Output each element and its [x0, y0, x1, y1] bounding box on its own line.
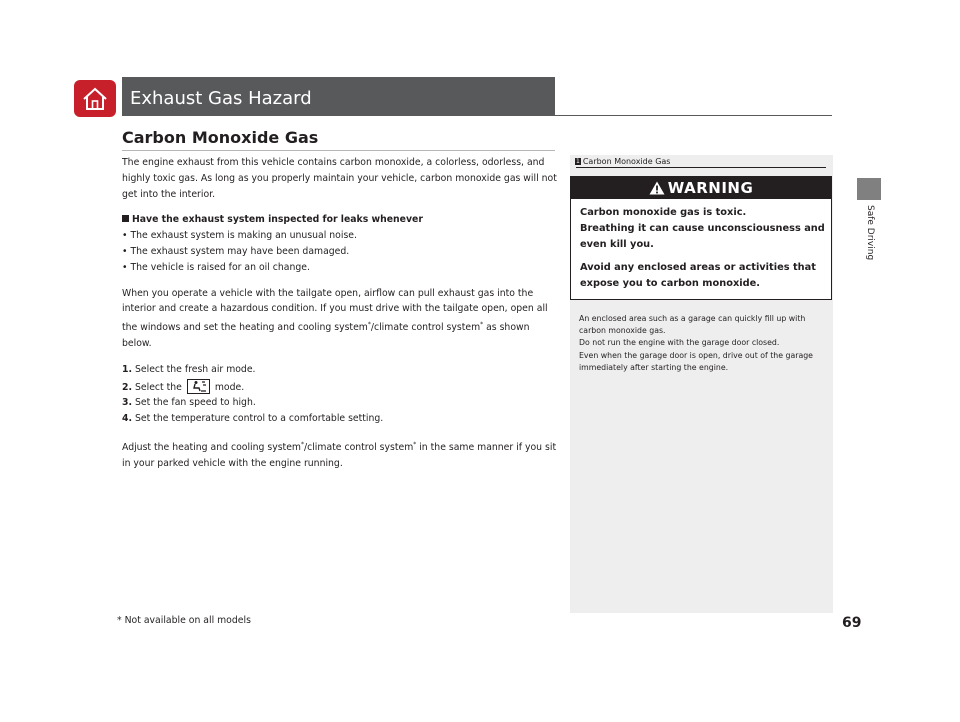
step-item: 2. Select the mode. — [122, 379, 557, 396]
step-item: 3. Set the fan speed to high. — [122, 397, 256, 409]
bullet-dot-icon: • — [122, 245, 131, 257]
sidebar-heading: 1 Carbon Monoxide Gas — [576, 157, 671, 166]
page-title: Exhaust Gas Hazard — [130, 88, 312, 109]
step-item: 4. Set the temperature control to a comfortable setting. — [122, 413, 384, 425]
warning-header — [571, 177, 831, 199]
bullet-item: • The exhaust system may have been damaged. — [122, 245, 350, 257]
sidebar-note: An enclosed area such as a garage can quickly fill up with carbon monoxide gas. Do not run the engine with the garage door closed. Even when the garage door is open, drive out of the garage immediately after starting the engine. — [579, 314, 813, 372]
section-title: Carbon Monoxide Gas — [122, 128, 319, 147]
bullet-dot-icon: • — [122, 261, 131, 273]
warning-text: Carbon monoxide gas is toxic. Breathing it can cause unconsciousness and even kill you. Avoid any enclosed areas or activities that expose you to carbon monoxide. — [580, 207, 825, 290]
home-button[interactable] — [74, 80, 116, 117]
inspect-heading-row — [122, 212, 557, 228]
floor-defrost-mode-icon — [187, 379, 210, 394]
sidebar-divider — [576, 167, 826, 168]
bullet-item: • The vehicle is raised for an oil change. — [122, 261, 310, 273]
footnote: * Not available on all models — [117, 615, 251, 626]
inspect-heading: Have the exhaust system inspected for leaks whenever — [132, 214, 423, 226]
page-number: 69 — [842, 615, 862, 631]
main-content — [122, 155, 557, 472]
title-divider — [122, 115, 832, 116]
step-item: 1. Select the fresh air mode. — [122, 363, 256, 375]
warning-triangle-icon — [649, 181, 665, 195]
home-icon — [81, 87, 109, 111]
chapter-tab[interactable] — [857, 178, 881, 200]
square-bullet-icon — [122, 215, 129, 222]
warning-label: WARNING — [667, 179, 754, 197]
intro-paragraph: The engine exhaust from this vehicle contains carbon monoxide, a colorless, odorless, and highly toxic gas. As long as you properly maintain your vehicle, carbon monoxide gas will not get into the interior. — [122, 157, 557, 200]
section-divider — [122, 150, 555, 151]
bullet-dot-icon: • — [122, 230, 131, 242]
reference-marker-icon: 1 — [576, 158, 580, 165]
chapter-title-bar — [122, 77, 555, 115]
bullet-item: • The exhaust system is making an unusual noise. — [122, 230, 357, 242]
adjust-paragraph: Adjust the heating and cooling system*/climate control system* in the same manner if you sit in your parked vehicle with the engine running. — [122, 441, 557, 469]
chapter-side-label: Safe Driving — [865, 205, 875, 261]
tailgate-paragraph: When you operate a vehicle with the tailgate open, airflow can pull exhaust gas into the interior and create a hazardous condition. If you must drive with the tailgate open, open all the windows and set the heating and cooling system*/climate control system* as shown below. — [122, 287, 548, 350]
warning-box — [570, 176, 832, 300]
